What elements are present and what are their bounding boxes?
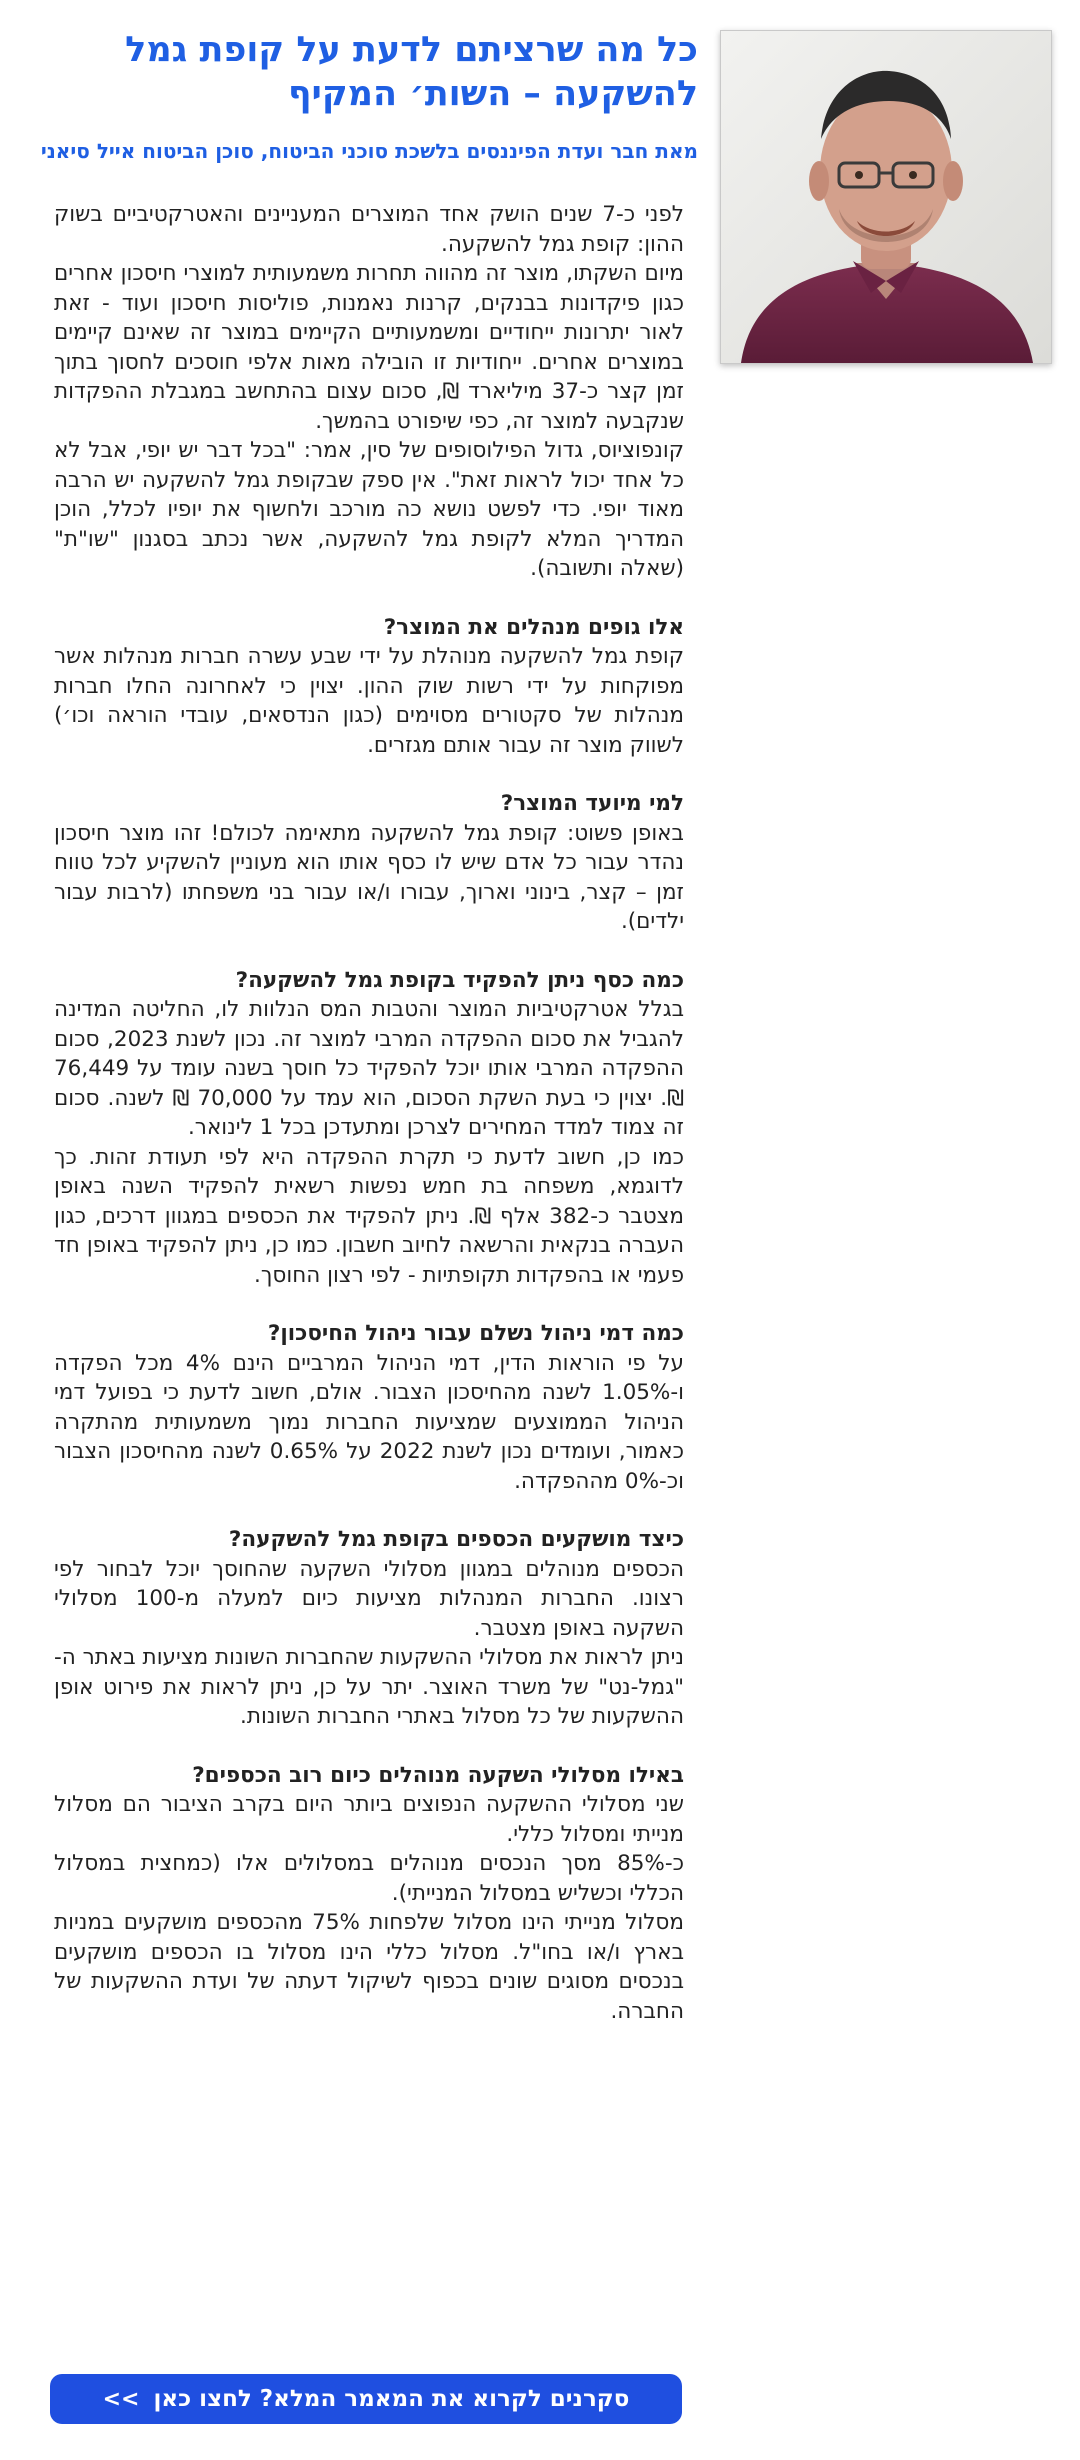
section-paragraph: קופת גמל להשקעה מנוהלת על ידי שבע עשרה חברות מנהלות אשר מפוקחות על ידי רשות שוק ההון. יצוין כי לאחרונה החלו חברות מנהלות של סקטורים מסוימים (כגון הנדסאים, עובדי הוראה וכו׳) לשווק מוצר זה עבור אותם מגזרים.: [54, 644, 684, 758]
read-full-article-button[interactable]: [50, 2374, 682, 2424]
section-paragraph: הכספים מנוהלים במגוון מסלולי השקעה שהחוסך יוכל לבחור לפי רצונו. החברות המנהלות מציעות כיום למעלה מ-100 מסלולי השקעה באופן מצטבר.: [54, 1556, 684, 1641]
intro-paragraph: קונפוציוס, גדול הפילוסופים של סין, אמר: "בכל דבר יש יופי, אבל לא כל אחד יכול לראות זאת". אין ספק שבקופת גמל להשקעה יש הרבה מאוד יופי. כדי לפשט נושא כה מורכב ולחשוף את יופיו לכלל, הוכן המדריך המלא לקופת גמל להשקעה, אשר נכתב בסגנון "שו"ת" (שאלה ותשובה).: [54, 438, 684, 581]
section-heading: באילו מסלולי השקעה מנוהלים כיום רוב הכספים?: [192, 1762, 684, 1788]
section-paragraph: באופן פשוט: קופת גמל להשקעה מתאימה לכולם! זהו מוצר חיסכון נהדר עבור כל אדם שיש לו כסף אותו הוא מעוניין להשקיע לכל טווח זמן – קצר, בינוני וארוך, עבורו ו/או עבור בני משפחתו (לרבות עבור ילדים).: [54, 820, 684, 934]
intro-paragraph: מיום השקתו, מוצר זה מהווה תחרות משמעותית למוצרי חיסכון אחרים כגון פיקדונות בבנקים, קרנות נאמנות, פוליסות חיסכון ועוד - זאת לאור יתרונות ייחודיים ומשמעותיים הקיימים במוצר זה שאינם קיימים במוצרים אחרים. ייחודיות זו הובילה מאות אלפי חוסכים לחסוך בתוך זמן קצר כ-37 מיליארד ₪, סכום עצום בהתחשב במגבלת ההפקדות שנקבעה למוצר זה, כפי שיפורט בהמשך.: [54, 261, 684, 434]
section-paragraph: כמו כן, חשוב לדעת כי תקרת ההפקדה היא לפי תעודת זהות. כך לדוגמא, משפחה בת חמש נפשות רשאית להפקיד השנה באופן מצטבר כ-382 אלף ₪. ניתן להפקיד את הכספים במגוון דרכים, כגון העברה בנקאית והרשאה לחיוב חשבון. כמו כן, ניתן להפקיד באופן חד פעמי או בהפקדות תקופתיות - לפי רצון החוסך.: [54, 1144, 684, 1288]
section-paragraph: כ-85% מסך הנכסים מנוהלים במסלולים אלו (כמחצית במסלול הכללי וכשליש במסלול המנייתי).: [54, 1851, 684, 1906]
section-heading: כיצד מושקעים הכספים בקופת גמל להשקעה?: [228, 1527, 684, 1552]
section-paragraph: שני מסלולי ההשקעה הנפוצים ביותר היום בקרב הציבור הם מסלול מנייתי ומסלול כללי.: [54, 1792, 684, 1847]
article-intro: [54, 200, 684, 2026]
article-header: [38, 28, 698, 164]
double-chevron-icon: >>: [102, 2386, 140, 2412]
section-paragraph: על פי הוראות הדין, דמי הניהול המרביים הינם 4% מכל הפקדה ו-1.05% לשנה מהחיסכון הצבור. אולם, חשוב לדעת כי בפועל דמי הניהול הממוצעים שמציעות החברות נמוך משמעותית מהתקרה כאמור, ועומדים נכון לשנת 2022 על 0.65% לשנה מהחיסכון הצבור וכ-0% מההפקדה.: [54, 1350, 684, 1494]
section-investment: [54, 1525, 684, 1732]
section-audience: [54, 789, 684, 937]
section-heading: כמה כסף ניתן להפקיד בקופת גמל להשקעה?: [235, 967, 684, 993]
section-paragraph: מסלול מנייתי הינו מסלול שלפחות 75% מהכספים מושקעים במניות בארץ ו/או בחו"ל. מסלול כללי הינו מסלול בו הכספים מושקעים בנכסים מסוגים שונים בכפוף לשיקול דעתה של ועדת ההשקעות של החברה.: [54, 1910, 684, 2024]
section-heading: כמה דמי ניהול נשלם עבור ניהול החיסכון?: [267, 1321, 684, 1346]
intro-paragraph: לפני כ-7 שנים הושק אחד המוצרים המעניינים והאטרקטיביים בשוק ההון: קופת גמל להשקעה.: [54, 202, 684, 257]
section-management-fees: [54, 1319, 684, 1496]
article-title: כל מה שרציתם לדעת על קופת גמל להשקעה – השות׳ המקיף: [125, 30, 698, 114]
section-deposit-limit: [54, 966, 684, 1291]
section-paragraph: ניתן לראות את מסלולי ההשקעות שהחברות השונות מציעות באתר ה-"גמל-נט" של משרד האוצר. יתר על כן, ניתן לראות את פירוט אופן ההשקעות של כל מסלול באתרי החברות השונות.: [54, 1645, 684, 1729]
cta-label: סקרנים לקרוא את המאמר המלא? לחצו כאן: [153, 2386, 630, 2412]
section-heading: למי מיועד המוצר?: [500, 791, 684, 816]
section-heading: אלו גופים מנהלים את המוצר?: [383, 614, 684, 640]
article-byline: מאת חבר ועדת הפיננסים בלשכת סוכני הביטוח, סוכן הביטוח אייל סיאני: [40, 139, 698, 163]
author-photo: [720, 30, 1052, 364]
section-managers: [54, 613, 684, 761]
section-paragraph: בגלל אטרקטיביות המוצר והטבות המס הנלוות לו, החליטה המדינה להגביל את סכום ההפקדה המרבי למוצר זה. נכון לשנת 2023, סכום ההפקדה המרבי אותו יוכל להפקיד כל חוסך בשנה עומד על 76,449 ₪. יצוין כי בעת השקת הסכום, הוא עמד על 70,000 ₪ לשנה. סכום זה צמוד למדד המחירים לצרכן ומתעדכן בכל 1 לינואר.: [54, 997, 685, 1140]
section-tracks: [54, 1761, 684, 2027]
